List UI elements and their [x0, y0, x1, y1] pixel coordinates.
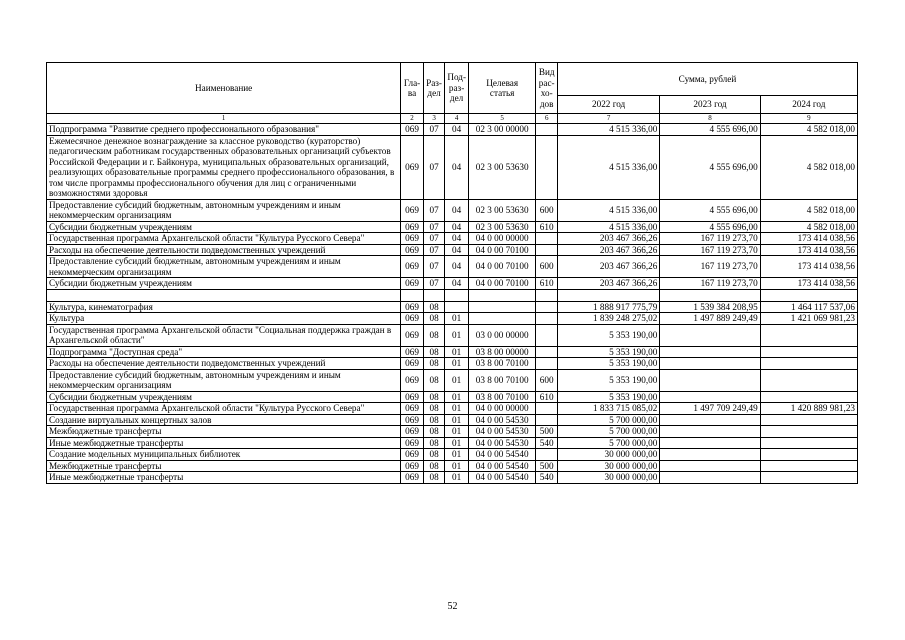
- page-number: 52: [447, 601, 458, 612]
- row-vid: [536, 358, 558, 370]
- column-number: 3: [423, 114, 445, 124]
- row-sum-2023: 167 119 273,70: [660, 256, 760, 278]
- row-sum-2022: 5 353 190,00: [557, 324, 659, 346]
- table-row: [47, 278, 858, 290]
- row-vid: [536, 403, 558, 415]
- header-name: Наименование: [47, 63, 401, 114]
- row-sum-2024: [760, 414, 857, 426]
- row-name: Государственная программа Архангельской области "Культура Русского Севера": [47, 233, 401, 245]
- column-number: 1: [47, 114, 401, 124]
- row-sum-2024: [760, 289, 857, 301]
- row-sum-2022: 5 700 000,00: [557, 414, 659, 426]
- row-razdel: 07: [423, 244, 445, 256]
- row-sum-2022: 203 467 366,26: [557, 244, 659, 256]
- row-sum-2024: [760, 324, 857, 346]
- row-podrazdel: 01: [445, 472, 469, 484]
- row-podrazdel: 01: [445, 437, 469, 449]
- row-target: 04 0 00 54530: [468, 426, 536, 438]
- row-razdel: 07: [423, 124, 445, 136]
- row-target: 03 0 00 00000: [468, 324, 536, 346]
- column-number: 9: [760, 114, 857, 124]
- row-glava: 069: [401, 313, 424, 325]
- row-podrazdel: [445, 301, 469, 313]
- row-podrazdel: 01: [445, 358, 469, 370]
- row-name: Расходы на обеспечение деятельности подведомственных учреждений: [47, 244, 401, 256]
- row-vid: 610: [536, 391, 558, 403]
- table-row: [47, 256, 858, 278]
- row-sum-2023: 167 119 273,70: [660, 233, 760, 245]
- header-2023: 2023 год: [660, 96, 760, 114]
- row-target: 04 0 00 70100: [468, 278, 536, 290]
- row-name: [47, 289, 401, 301]
- row-vid: [536, 414, 558, 426]
- row-podrazdel: 04: [445, 135, 469, 199]
- row-name: Субсидии бюджетным учреждениям: [47, 391, 401, 403]
- column-number: 4: [445, 114, 469, 124]
- row-sum-2023: [660, 369, 760, 391]
- row-podrazdel: 04: [445, 221, 469, 233]
- row-sum-2024: 1 421 069 981,23: [760, 313, 857, 325]
- row-name: Предоставление субсидий бюджетным, автономным учреждениям и иным некоммерческим организациям: [47, 199, 401, 221]
- row-target: [468, 301, 536, 313]
- row-name: Предоставление субсидий бюджетным, автономным учреждениям и иным некоммерческим организациям: [47, 256, 401, 278]
- row-target: 04 0 00 54530: [468, 437, 536, 449]
- table-row: [47, 358, 858, 370]
- row-vid: 610: [536, 278, 558, 290]
- row-sum-2023: [660, 449, 760, 461]
- column-number: 8: [660, 114, 760, 124]
- row-razdel: 07: [423, 135, 445, 199]
- row-glava: 069: [401, 135, 424, 199]
- row-sum-2022: 203 467 366,26: [557, 256, 659, 278]
- row-glava: 069: [401, 301, 424, 313]
- row-razdel: 08: [423, 313, 445, 325]
- row-name: Культура: [47, 313, 401, 325]
- row-sum-2024: [760, 369, 857, 391]
- table-row: [47, 414, 858, 426]
- row-sum-2023: 1 539 384 208,95: [660, 301, 760, 313]
- row-razdel: 08: [423, 403, 445, 415]
- row-sum-2024: 173 414 038,56: [760, 233, 857, 245]
- row-target: 04 0 00 54530: [468, 414, 536, 426]
- row-podrazdel: [445, 289, 469, 301]
- row-podrazdel: 04: [445, 244, 469, 256]
- row-target: 03 8 00 70100: [468, 369, 536, 391]
- row-vid: [536, 324, 558, 346]
- row-razdel: 08: [423, 301, 445, 313]
- row-vid: [536, 244, 558, 256]
- row-name: Культура, кинематография: [47, 301, 401, 313]
- row-sum-2022: 1 839 248 275,02: [557, 313, 659, 325]
- row-vid: 500: [536, 460, 558, 472]
- row-glava: 069: [401, 199, 424, 221]
- row-razdel: 08: [423, 358, 445, 370]
- row-sum-2022: 203 467 366,26: [557, 278, 659, 290]
- table-row: [47, 221, 858, 233]
- row-target: 02 3 00 53630: [468, 221, 536, 233]
- row-glava: 069: [401, 324, 424, 346]
- row-target: [468, 289, 536, 301]
- row-sum-2023: 4 555 696,00: [660, 221, 760, 233]
- column-number: 7: [557, 114, 659, 124]
- row-vid: 600: [536, 199, 558, 221]
- row-razdel: 08: [423, 437, 445, 449]
- row-razdel: 08: [423, 324, 445, 346]
- row-podrazdel: 01: [445, 403, 469, 415]
- row-vid: 610: [536, 221, 558, 233]
- row-sum-2022: 5 353 190,00: [557, 358, 659, 370]
- row-sum-2024: 4 582 018,00: [760, 124, 857, 136]
- table-row: [47, 403, 858, 415]
- row-sum-2024: [760, 460, 857, 472]
- row-glava: 069: [401, 244, 424, 256]
- row-sum-2022: 1 888 917 775,79: [557, 301, 659, 313]
- table-body: [47, 124, 858, 484]
- row-podrazdel: 04: [445, 124, 469, 136]
- row-glava: 069: [401, 449, 424, 461]
- budget-table: [46, 62, 858, 484]
- table-row: [47, 346, 858, 358]
- row-vid: 500: [536, 426, 558, 438]
- row-vid: 600: [536, 256, 558, 278]
- row-target: 04 0 00 00000: [468, 403, 536, 415]
- row-sum-2022: 30 000 000,00: [557, 449, 659, 461]
- row-sum-2023: [660, 414, 760, 426]
- row-glava: 069: [401, 124, 424, 136]
- row-glava: 069: [401, 346, 424, 358]
- row-sum-2024: [760, 437, 857, 449]
- row-name: Иные межбюджетные трансферты: [47, 437, 401, 449]
- row-podrazdel: 01: [445, 449, 469, 461]
- row-glava: 069: [401, 233, 424, 245]
- row-vid: [536, 124, 558, 136]
- row-sum-2024: 173 414 038,56: [760, 278, 857, 290]
- row-sum-2024: [760, 391, 857, 403]
- row-name: Государственная программа Архангельской области "Культура Русского Севера": [47, 403, 401, 415]
- row-razdel: 08: [423, 414, 445, 426]
- row-podrazdel: 04: [445, 256, 469, 278]
- row-sum-2022: 4 515 336,00: [557, 199, 659, 221]
- row-sum-2023: 4 555 696,00: [660, 199, 760, 221]
- header-vid: Вид рас- хо- дов: [536, 63, 558, 114]
- row-target: 04 0 00 00000: [468, 233, 536, 245]
- row-sum-2023: 167 119 273,70: [660, 278, 760, 290]
- row-podrazdel: 01: [445, 313, 469, 325]
- row-sum-2023: 1 497 709 249,49: [660, 403, 760, 415]
- column-number: 5: [468, 114, 536, 124]
- row-sum-2022: 203 467 366,26: [557, 233, 659, 245]
- row-podrazdel: 01: [445, 346, 469, 358]
- row-vid: [536, 135, 558, 199]
- row-glava: 069: [401, 437, 424, 449]
- table-row: [47, 391, 858, 403]
- row-sum-2024: 4 582 018,00: [760, 199, 857, 221]
- row-sum-2023: 1 497 889 249,49: [660, 313, 760, 325]
- row-sum-2023: 167 119 273,70: [660, 244, 760, 256]
- row-sum-2024: [760, 449, 857, 461]
- table-row: [47, 289, 858, 301]
- row-glava: 069: [401, 278, 424, 290]
- header-razdel: Раз- дел: [423, 63, 445, 114]
- row-glava: 069: [401, 256, 424, 278]
- row-target: 04 0 00 54540: [468, 460, 536, 472]
- row-sum-2024: 4 582 018,00: [760, 221, 857, 233]
- row-sum-2023: 4 555 696,00: [660, 135, 760, 199]
- row-razdel: 08: [423, 391, 445, 403]
- row-razdel: 08: [423, 426, 445, 438]
- header-2022: 2022 год: [557, 96, 659, 114]
- row-target: 04 0 00 70100: [468, 256, 536, 278]
- row-sum-2024: [760, 426, 857, 438]
- row-vid: [536, 301, 558, 313]
- row-sum-2022: 30 000 000,00: [557, 472, 659, 484]
- row-vid: [536, 233, 558, 245]
- row-name: Иные межбюджетные трансферты: [47, 472, 401, 484]
- row-razdel: 07: [423, 278, 445, 290]
- row-name: Предоставление субсидий бюджетным, автономным учреждениям и иным некоммерческим организациям: [47, 369, 401, 391]
- row-razdel: 07: [423, 199, 445, 221]
- row-sum-2022: [557, 289, 659, 301]
- row-sum-2023: [660, 437, 760, 449]
- row-sum-2022: 1 833 715 085,02: [557, 403, 659, 415]
- row-podrazdel: 01: [445, 369, 469, 391]
- row-sum-2023: [660, 289, 760, 301]
- row-glava: 069: [401, 460, 424, 472]
- row-glava: 069: [401, 391, 424, 403]
- row-target: 02 3 00 53630: [468, 135, 536, 199]
- header-2024: 2024 год: [760, 96, 857, 114]
- row-sum-2024: 1 464 117 537,06: [760, 301, 857, 313]
- row-glava: 069: [401, 414, 424, 426]
- row-glava: 069: [401, 426, 424, 438]
- row-sum-2022: 4 515 336,00: [557, 135, 659, 199]
- row-podrazdel: 01: [445, 391, 469, 403]
- row-sum-2022: 4 515 336,00: [557, 221, 659, 233]
- row-razdel: 08: [423, 460, 445, 472]
- row-vid: 540: [536, 472, 558, 484]
- table-row: [47, 244, 858, 256]
- row-sum-2023: [660, 391, 760, 403]
- row-razdel: 08: [423, 346, 445, 358]
- table-row: [47, 472, 858, 484]
- row-target: 04 0 00 70100: [468, 244, 536, 256]
- row-sum-2024: 173 414 038,56: [760, 244, 857, 256]
- table-row: [47, 301, 858, 313]
- column-number: 6: [536, 114, 558, 124]
- table-row: [47, 124, 858, 136]
- row-name: Субсидии бюджетным учреждениям: [47, 278, 401, 290]
- row-razdel: 08: [423, 449, 445, 461]
- table-row: [47, 449, 858, 461]
- row-target: 03 8 00 00000: [468, 346, 536, 358]
- row-sum-2022: 5 353 190,00: [557, 346, 659, 358]
- header-target: Целевая статья: [468, 63, 536, 114]
- row-sum-2023: [660, 358, 760, 370]
- column-number: 2: [401, 114, 424, 124]
- row-podrazdel: 01: [445, 426, 469, 438]
- row-podrazdel: 01: [445, 414, 469, 426]
- table-row: [47, 324, 858, 346]
- table-row: [47, 233, 858, 245]
- row-sum-2023: [660, 346, 760, 358]
- row-sum-2024: [760, 358, 857, 370]
- table-row: [47, 199, 858, 221]
- row-vid: 600: [536, 369, 558, 391]
- row-podrazdel: 04: [445, 233, 469, 245]
- row-glava: 069: [401, 472, 424, 484]
- row-name: Подпрограмма "Доступная среда": [47, 346, 401, 358]
- row-podrazdel: 01: [445, 324, 469, 346]
- row-podrazdel: 04: [445, 278, 469, 290]
- header-glava: Гла- ва: [401, 63, 424, 114]
- row-sum-2024: [760, 472, 857, 484]
- row-name: Расходы на обеспечение деятельности подведомственных учреждений: [47, 358, 401, 370]
- row-razdel: 08: [423, 369, 445, 391]
- row-target: 03 8 00 70100: [468, 391, 536, 403]
- row-glava: 069: [401, 358, 424, 370]
- table-row: [47, 460, 858, 472]
- row-glava: 069: [401, 221, 424, 233]
- row-sum-2022: 4 515 336,00: [557, 124, 659, 136]
- row-target: 03 8 00 70100: [468, 358, 536, 370]
- header-podrazdel: Под- раз- дел: [445, 63, 469, 114]
- row-target: 04 0 00 54540: [468, 472, 536, 484]
- row-vid: 540: [536, 437, 558, 449]
- row-sum-2024: 173 414 038,56: [760, 256, 857, 278]
- row-glava: 069: [401, 403, 424, 415]
- row-name: Субсидии бюджетным учреждениям: [47, 221, 401, 233]
- row-name: Ежемесячное денежное вознаграждение за классное руководство (кураторство) педагогическим работникам государственных образовательных организаций субъектов Российской Федерации и г. Байконура, муниципальных образовательных организаций, реализующих образовательные программы среднего профессионального образования, в том числе программы профессионального обучения для лиц с ограниченными возможностями здоровья: [47, 135, 401, 199]
- row-target: [468, 313, 536, 325]
- table-row: [47, 437, 858, 449]
- row-name: Межбюджетные трансферты: [47, 460, 401, 472]
- header-sum: Сумма, рублей: [557, 63, 857, 96]
- table-row: [47, 369, 858, 391]
- row-name: Подпрограмма "Развитие среднего профессионального образования": [47, 124, 401, 136]
- table-row: [47, 135, 858, 199]
- row-glava: [401, 289, 424, 301]
- row-razdel: 07: [423, 221, 445, 233]
- row-name: Создание виртуальных концертных залов: [47, 414, 401, 426]
- row-sum-2024: [760, 346, 857, 358]
- row-sum-2022: 30 000 000,00: [557, 460, 659, 472]
- row-vid: [536, 289, 558, 301]
- row-sum-2023: 4 555 696,00: [660, 124, 760, 136]
- column-number-row: [47, 114, 858, 124]
- row-vid: [536, 346, 558, 358]
- row-podrazdel: 04: [445, 199, 469, 221]
- table-row: [47, 426, 858, 438]
- row-sum-2024: 1 420 889 981,23: [760, 403, 857, 415]
- row-name: Создание модельных муниципальных библиотек: [47, 449, 401, 461]
- row-vid: [536, 313, 558, 325]
- row-sum-2022: 5 700 000,00: [557, 426, 659, 438]
- row-razdel: 07: [423, 233, 445, 245]
- row-sum-2023: [660, 460, 760, 472]
- row-target: 02 3 00 00000: [468, 124, 536, 136]
- row-sum-2022: 5 353 190,00: [557, 391, 659, 403]
- row-sum-2023: [660, 426, 760, 438]
- row-razdel: [423, 289, 445, 301]
- row-glava: 069: [401, 369, 424, 391]
- row-sum-2022: 5 700 000,00: [557, 437, 659, 449]
- row-razdel: 08: [423, 472, 445, 484]
- row-sum-2023: [660, 324, 760, 346]
- table-row: [47, 313, 858, 325]
- row-sum-2023: [660, 472, 760, 484]
- row-podrazdel: 01: [445, 460, 469, 472]
- row-target: 04 0 00 54540: [468, 449, 536, 461]
- row-razdel: 07: [423, 256, 445, 278]
- row-sum-2024: 4 582 018,00: [760, 135, 857, 199]
- row-vid: [536, 449, 558, 461]
- row-name: Межбюджетные трансферты: [47, 426, 401, 438]
- row-sum-2022: 5 353 190,00: [557, 369, 659, 391]
- row-target: 02 3 00 53630: [468, 199, 536, 221]
- budget-document: [46, 62, 858, 484]
- row-name: Государственная программа Архангельской области "Социальная поддержка граждан в Архангельской области": [47, 324, 401, 346]
